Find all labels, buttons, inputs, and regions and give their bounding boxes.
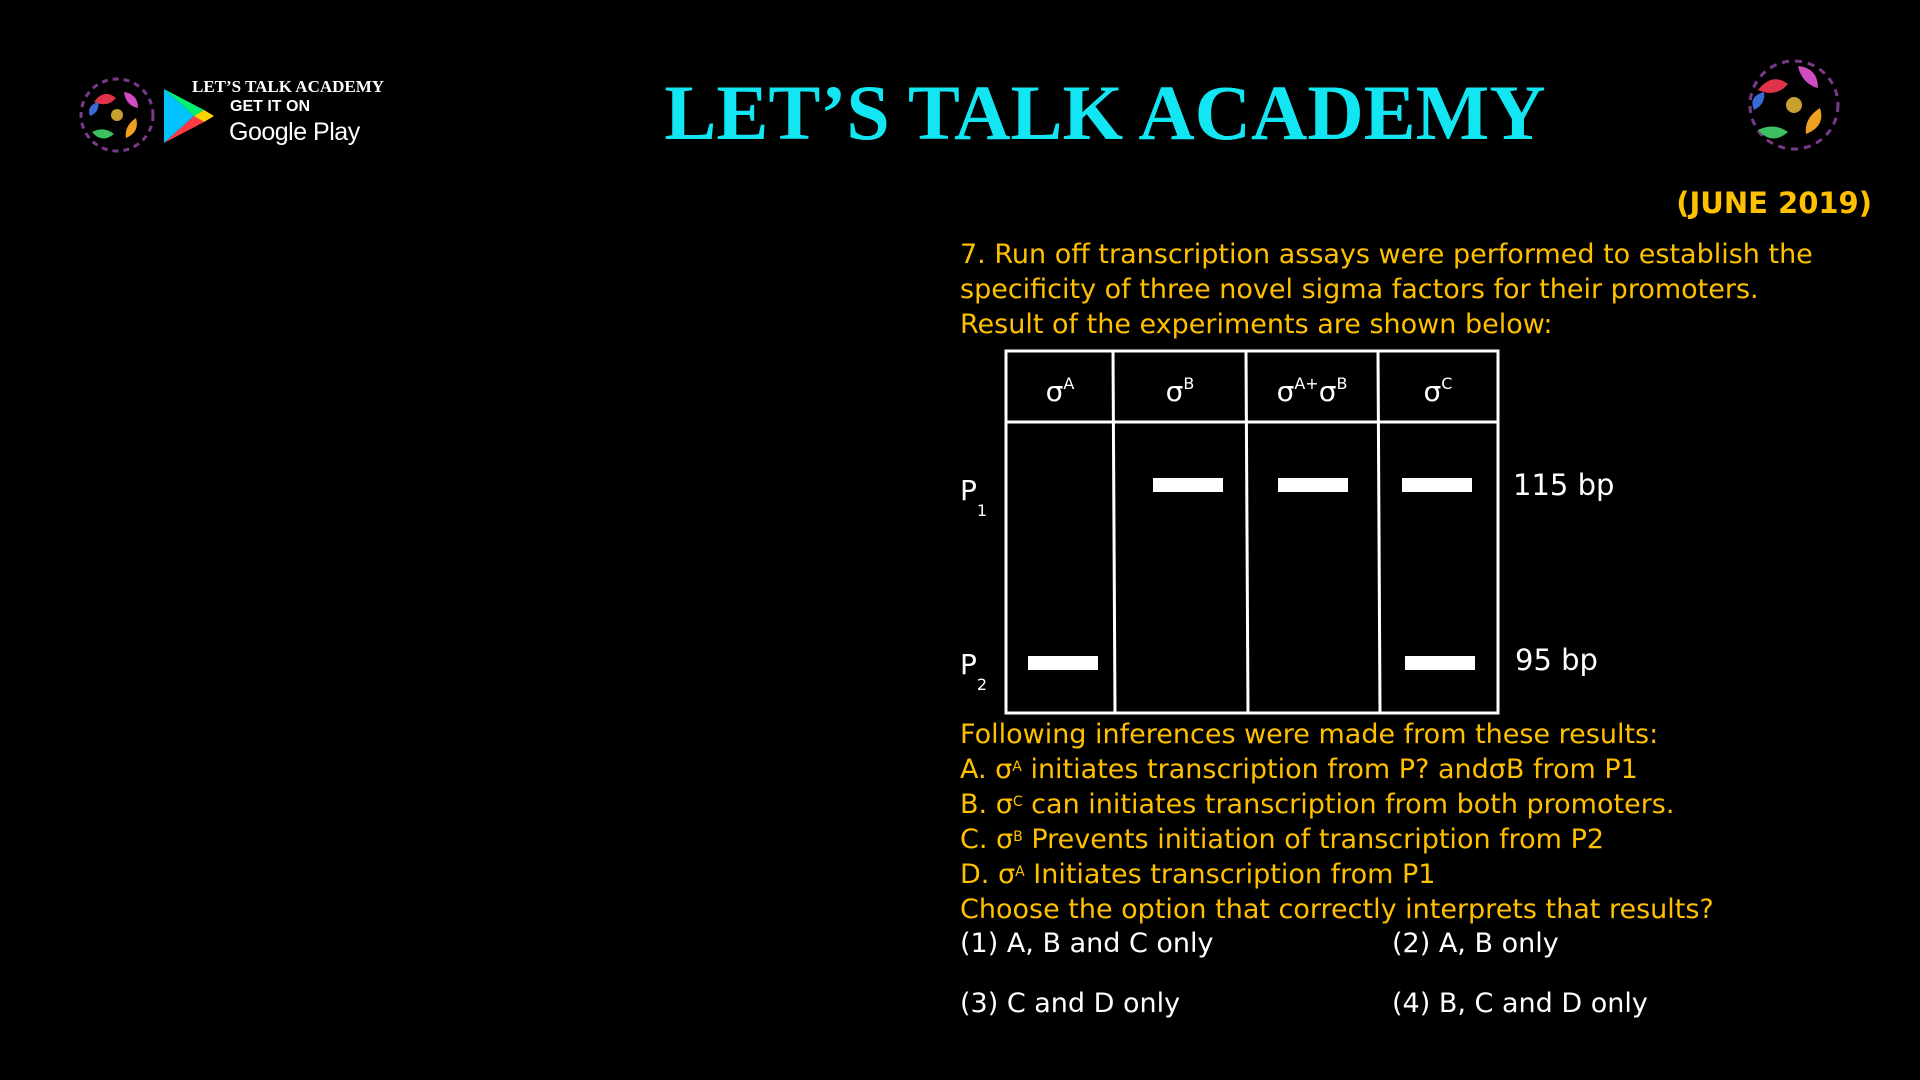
lane-header-sigma-c: $\sigma^C$ — [1423, 374, 1453, 408]
band-p1-sigma-c — [1402, 478, 1472, 492]
band-p1-sigma-b — [1153, 478, 1223, 492]
lane-header-sigma-b: $\sigma^B$ — [1165, 374, 1195, 408]
protein-structure-logo-icon — [1736, 50, 1852, 160]
option-1[interactable]: (1) A, B and C only — [960, 928, 1214, 959]
inference-c: C. $\sigma^B$ Prevents initiation of transcription from P2 — [960, 824, 1605, 855]
inference-d: D. $\sigma^A$ Initiates transcription from P1 — [960, 859, 1436, 890]
get-it-on-label[interactable]: GET IT ON — [230, 98, 310, 115]
size-label-115bp: 115 bp — [1513, 468, 1615, 502]
exam-year-tag: (JUNE 2019) — [1676, 186, 1872, 220]
google-play-label[interactable]: Google Play — [229, 118, 360, 146]
question-text — [960, 237, 1900, 342]
question-line: Result of the experiments are shown below: — [960, 309, 1553, 340]
lane-divider — [1246, 351, 1248, 713]
size-label-95bp: 95 bp — [1515, 643, 1598, 677]
question-prompt: Choose the option that correctly interprets that results? — [960, 894, 1714, 925]
inference-a: A. $\sigma^A$ initiates transcription from P? andσB from P1 — [960, 754, 1638, 785]
gel-figure — [950, 348, 1670, 718]
page-title: LET’S TALK ACADEMY — [664, 69, 1546, 156]
inferences-block — [960, 717, 1900, 927]
option-2[interactable]: (2) A, B only — [1392, 928, 1559, 959]
option-3[interactable]: (3) C and D only — [960, 988, 1181, 1019]
band-p1-sigma-a-plus-b — [1278, 478, 1348, 492]
question-line: specificity of three novel sigma factors for their promoters. — [960, 274, 1759, 305]
lane-header-sigma-a-plus-b: $\sigma^{A+}\sigma^B$ — [1276, 374, 1348, 408]
lane-divider — [1113, 351, 1115, 713]
band-p2-sigma-c — [1405, 656, 1475, 670]
promoter-label-p2: $P_2$ — [960, 648, 988, 694]
inferences-intro: Following inferences were made from these results: — [960, 719, 1659, 750]
brand-small-label: LET’S TALK ACADEMY — [192, 77, 385, 96]
lane-header-sigma-a: $\sigma^A$ — [1045, 374, 1075, 408]
lane-divider — [1378, 351, 1380, 713]
inference-b: B. $\sigma^C$ can initiates transcription from both promoters. — [960, 789, 1675, 820]
band-p2-sigma-a — [1028, 656, 1098, 670]
question-line: 7. Run off transcription assays were performed to establish the — [960, 239, 1813, 270]
promoter-label-p1: $P_1$ — [960, 474, 988, 520]
option-4[interactable]: (4) B, C and D only — [1392, 988, 1648, 1019]
